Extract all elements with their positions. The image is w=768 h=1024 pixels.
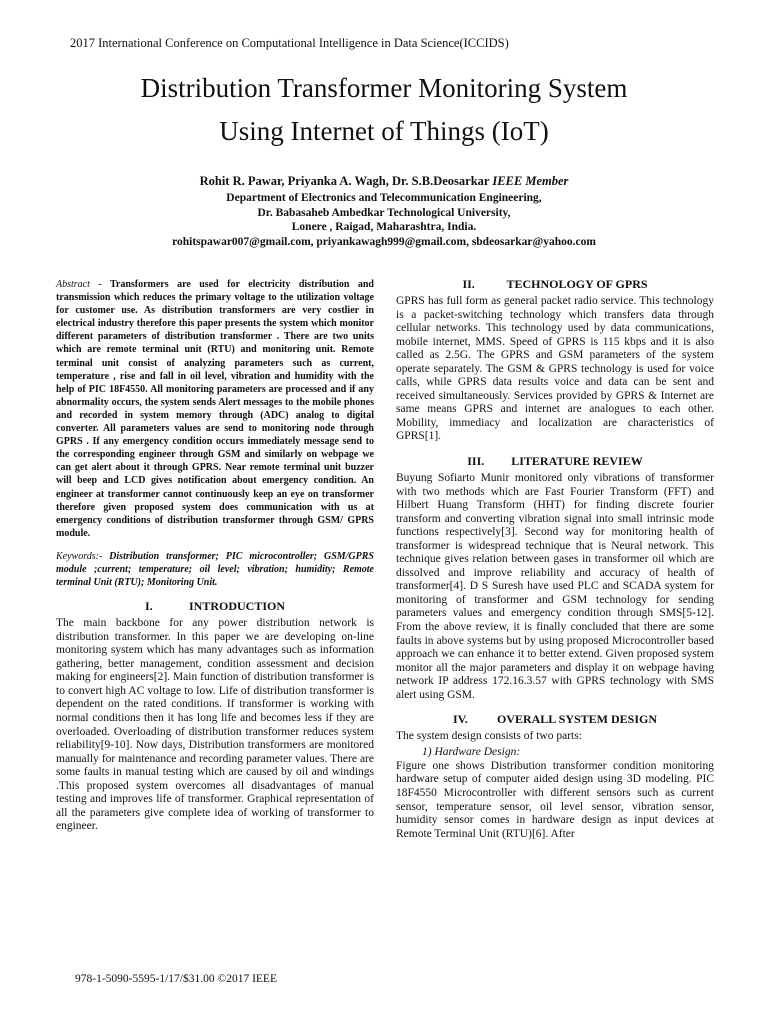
paper-title-line-1: Distribution Transformer Monitoring System	[140, 73, 628, 103]
author-names: Rohit R. Pawar, Priyanka A. Wagh, Dr. S.B.Deosarkar	[199, 174, 490, 188]
section-number: II.	[462, 277, 475, 291]
section-title: TECHNOLOGY OF GPRS	[506, 277, 648, 291]
section-heading-introduction	[56, 599, 374, 613]
gprs-text: GPRS has full form as general packet radio service. This technology is a packet-switching technology which transfers data through cellular networks. This technology used by data communications, mobile internet, MMS. Speed of GPRS is 115 kbps and it is also called as 2.5G. The GPRS and GSM parameters of the system operate separately. The GSM & GPRS technology is used for voice calls, while GPRS data results voice and data can be sent and received simultaneously. Services provided by GPRS & Internet are same means GPRS and internet are analogues to each other. Mobility, immediacy and localization are characteristics of GPRS[1].	[396, 295, 714, 443]
system-design-intro: The system design consists of two parts:	[396, 730, 582, 743]
section-title: INTRODUCTION	[188, 599, 285, 614]
section-title: LITERATURE REVIEW	[511, 454, 643, 469]
footer-copyright: 978-1-5090-5595-1/17/$31.00 ©2017 IEEE	[75, 973, 277, 985]
abstract	[56, 278, 374, 540]
affiliation-location: Lonere , Raigad, Maharashtra, India.	[291, 221, 477, 234]
affiliation-university: Dr. Babasaheb Ambedkar Technological University,	[257, 206, 511, 219]
author-emails: rohitspawar007@gmail.com, priyankawagh999@gmail.com, sbdeosarkar@yahoo.com	[172, 235, 596, 248]
section-number: I.	[144, 599, 153, 614]
keywords	[56, 550, 374, 589]
affiliation-department: Department of Electronics and Telecommunication Engineering,	[226, 192, 542, 204]
abstract-text: - Transformers are used for electricity distribution and transmission which reduces the primary voltage to the utilization voltage for customer use. As distribution transformers are very costlier in electrical industry therefore this paper presents the system which monitor different parameters of distribution transformer . There are two units which are remote terminal unit (RTU) and monitoring unit. Remote terminal unit consist of analyzing parameters such as current, temperature , rise and fall in oil level, vibration and humidity with the help of PIC 18F4550. All monitoring parameters are processed and if any abnormality occurs, the system sends Alert messages to the mobile phones and recorded in system memory through (ADC) analog to digital converter. All parameters values are send to monitoring node through GPRS . If any emergency condition occurs immediately message send to the corresponding engineer through GSM and similarly on webpage we can get alert about it through GPRS. Near remote terminal unit buzzer will beep and LCD gives notification about emergency condition. An engineer at transformer cannot continuously keep an eye on transformer therefore given proposed system does communication with us at emergency conditions of distribution transformer through GSM/ GPRS module.	[56, 279, 374, 539]
left-column	[56, 278, 374, 834]
literature-review-text: Buyung Sofiarto Munir monitored only vibrations of transformer with two methods which are Fast Fourier Transform (FFT) and Hilbert Huang Transform (HHT) for finding discrete fourier transform and converting vibration signal into small intrinsic mode functions respectively[3]. Second way for monitoring health of transformer is widespread technique that is Neural network. This technique gives relation between gases in transformer oil which are dissolved and improve reliability and accuracy of health of transformer[4]. D S Suresh have used PLC and SCADA system for monitoring of transformer and GSM technology for sending parameters values and emergency condition through SMS[5-12]. From the above review, it is finally concluded that there are some faults in above systems but by using proposed Microcontroller based approach we can enhance it to better extend. Given proposed system monitor all the major parameters and display it on webpage having network IP address 172.16.3.57 with GPRS technology with SMS alert using GSM.	[396, 472, 714, 701]
conference-header: 2017 International Conference on Computational Intelligence in Data Science(ICCIDS)	[70, 36, 509, 50]
section-heading-gprs	[396, 277, 714, 291]
keywords-text: Distribution transformer; PIC microcontroller; GSM/GPRS module ;current; temperature; oil level; vibration; humidity; Remote terminal Unit (RTU); Monitoring Unit.	[56, 550, 374, 589]
section-heading-literature-review	[396, 454, 714, 468]
right-column	[396, 277, 714, 841]
section-number: III.	[467, 454, 485, 469]
keywords-label: Keywords:-	[56, 550, 103, 562]
author-membership: IEEE Member	[492, 174, 569, 188]
affiliation-block	[0, 191, 768, 249]
abstract-label: Abstract	[56, 279, 90, 290]
hardware-design-text: Figure one shows Distribution transformer condition monitoring hardware setup of computer aided design using 3D modeling. PIC 18F4550 Microcontroller with different sensors such as current sensor, temperature sensor, oil level sensor, vibration sensor, humidity sensor comes in hardware design as input devices at Remote Terminal Unit (RTU)[6]. After	[396, 759, 714, 840]
author-list	[0, 173, 768, 189]
paper-title-line-2: Using Internet of Things (IoT)	[219, 116, 549, 146]
subheading-hardware-design: 1) Hardware Design:	[422, 745, 521, 758]
section-title: OVERALL SYSTEM DESIGN	[496, 712, 658, 727]
section-number: IV.	[452, 712, 468, 727]
introduction-text: The main backbone for any power distribution network is distribution transformer. In this paper we are developing on-line monitoring system which has many advantages such as information gathering, better management, condition assessment and decision making for engineers[2]. Main function of distribution transformer is to convert high AC voltage to low. Life of distribution transformer is dependent on the rated conditions. If transformer is working with normal conditions then it has long life and becomes less if they are overloaded. Overloading of distribution transformer reduces system reliability[9-10]. Now days, Distribution transformers are monitored manually for maintenance and recording parameter values. There are some faults in manual testing which are caused by oil and windings .This proposed system overcomes all disadvantages of manual testing and improves life of transformer. Graphical representation of all the parameters give complete idea of working of transformer to engineer.	[56, 617, 374, 833]
section-heading-system-design	[396, 712, 714, 726]
